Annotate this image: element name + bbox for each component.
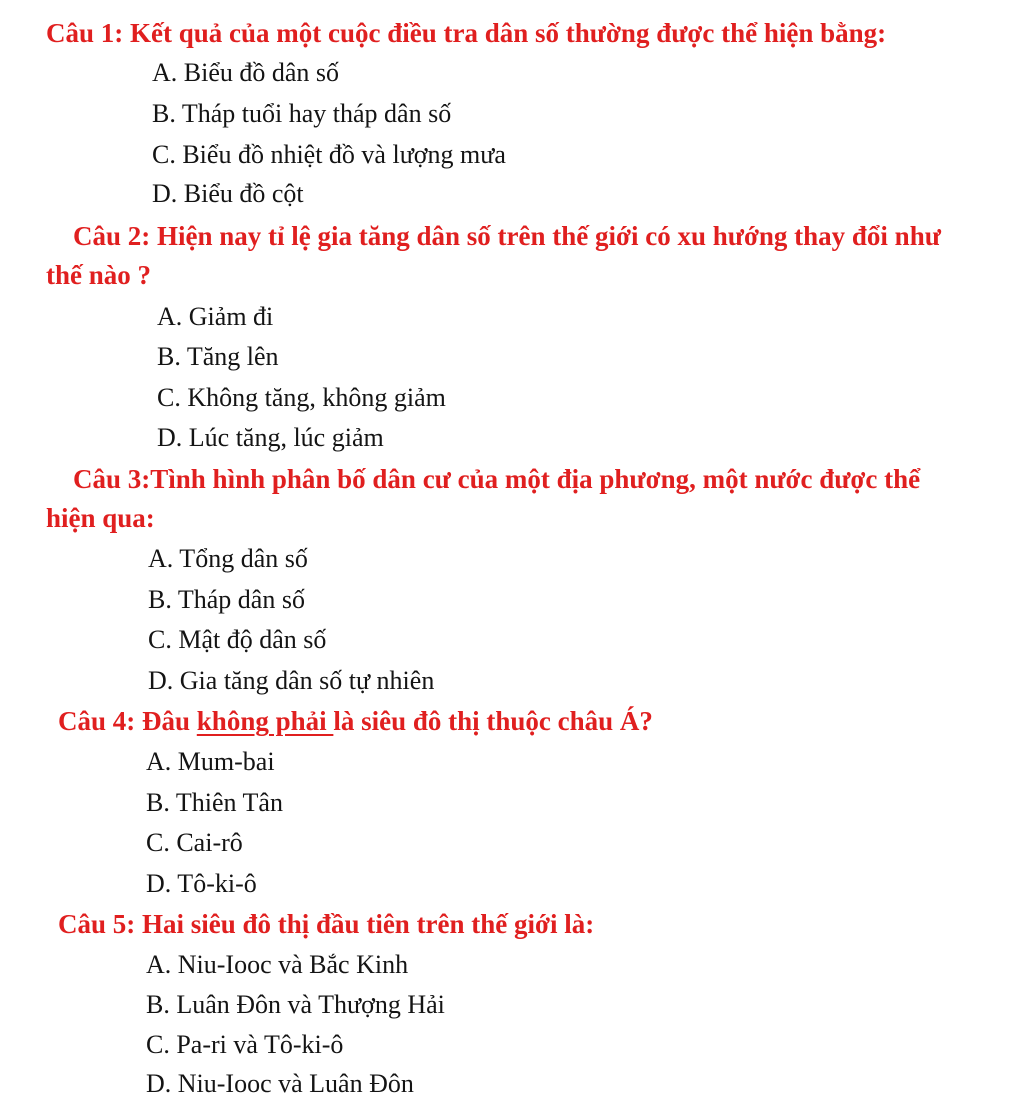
- q2-option-a: A. Giảm đi: [157, 302, 274, 331]
- q2-option-b: B. Tăng lên: [157, 342, 279, 371]
- question-3-title-line2: hiện qua:: [46, 503, 155, 534]
- q4-option-d: D. Tô-ki-ô: [146, 869, 257, 898]
- question-3-title: [46, 464, 920, 534]
- question-2-title-line2: thế nào ?: [46, 260, 152, 291]
- q3-option-b: B. Tháp dân số: [148, 585, 305, 614]
- question-3-title-line1: Câu 3:Tình hình phân bố dân cư của một địa phương, một nước được thể: [73, 464, 921, 494]
- question-2-title: [46, 221, 1022, 291]
- q3-option-c: C. Mật độ dân số: [148, 625, 327, 654]
- q4-option-a: A. Mum-bai: [146, 747, 275, 776]
- question-4-title-post: là siêu đô thị thuộc châu Á?: [333, 706, 653, 736]
- q5-option-d: D. Niu-Iooc và Luân Đôn: [146, 1069, 414, 1098]
- question-5-title: Câu 5: Hai siêu đô thị đầu tiên trên thế giới là:: [58, 909, 595, 939]
- q3-option-d: D. Gia tăng dân số tự nhiên: [148, 666, 435, 695]
- q1-option-d: D. Biểu đồ cột: [152, 179, 304, 208]
- q1-option-a: A. Biểu đồ dân số: [152, 58, 340, 87]
- q2-option-c: C. Không tăng, không giảm: [157, 383, 446, 412]
- q1-option-c: C. Biểu đồ nhiệt đồ và lượng mưa: [152, 140, 506, 169]
- q4-option-b: B. Thiên Tân: [146, 788, 283, 817]
- q5-option-a: A. Niu-Iooc và Bắc Kinh: [146, 950, 409, 979]
- q4-option-c: C. Cai-rô: [146, 828, 243, 857]
- question-4-title-pre: Câu 4: Đâu: [58, 706, 197, 736]
- question-4-title-emphasis: không phải: [196, 706, 334, 736]
- question-1-title: Câu 1: Kết quả của một cuộc điều tra dân số thường được thể hiện bằng:: [46, 18, 887, 48]
- question-2-title-line1: Câu 2: Hiện nay tỉ lệ gia tăng dân số trên thế giới có xu hướng thay đổi như: [73, 221, 941, 251]
- q5-option-c: C. Pa-ri và Tô-ki-ô: [146, 1030, 344, 1059]
- q2-option-d: D. Lúc tăng, lúc giảm: [157, 423, 384, 452]
- q1-option-b: B. Tháp tuổi hay tháp dân số: [152, 99, 452, 128]
- q3-option-a: A. Tổng dân số: [148, 544, 308, 573]
- question-4-title: [58, 706, 653, 737]
- q5-option-b: B. Luân Đôn và Thượng Hải: [146, 990, 445, 1019]
